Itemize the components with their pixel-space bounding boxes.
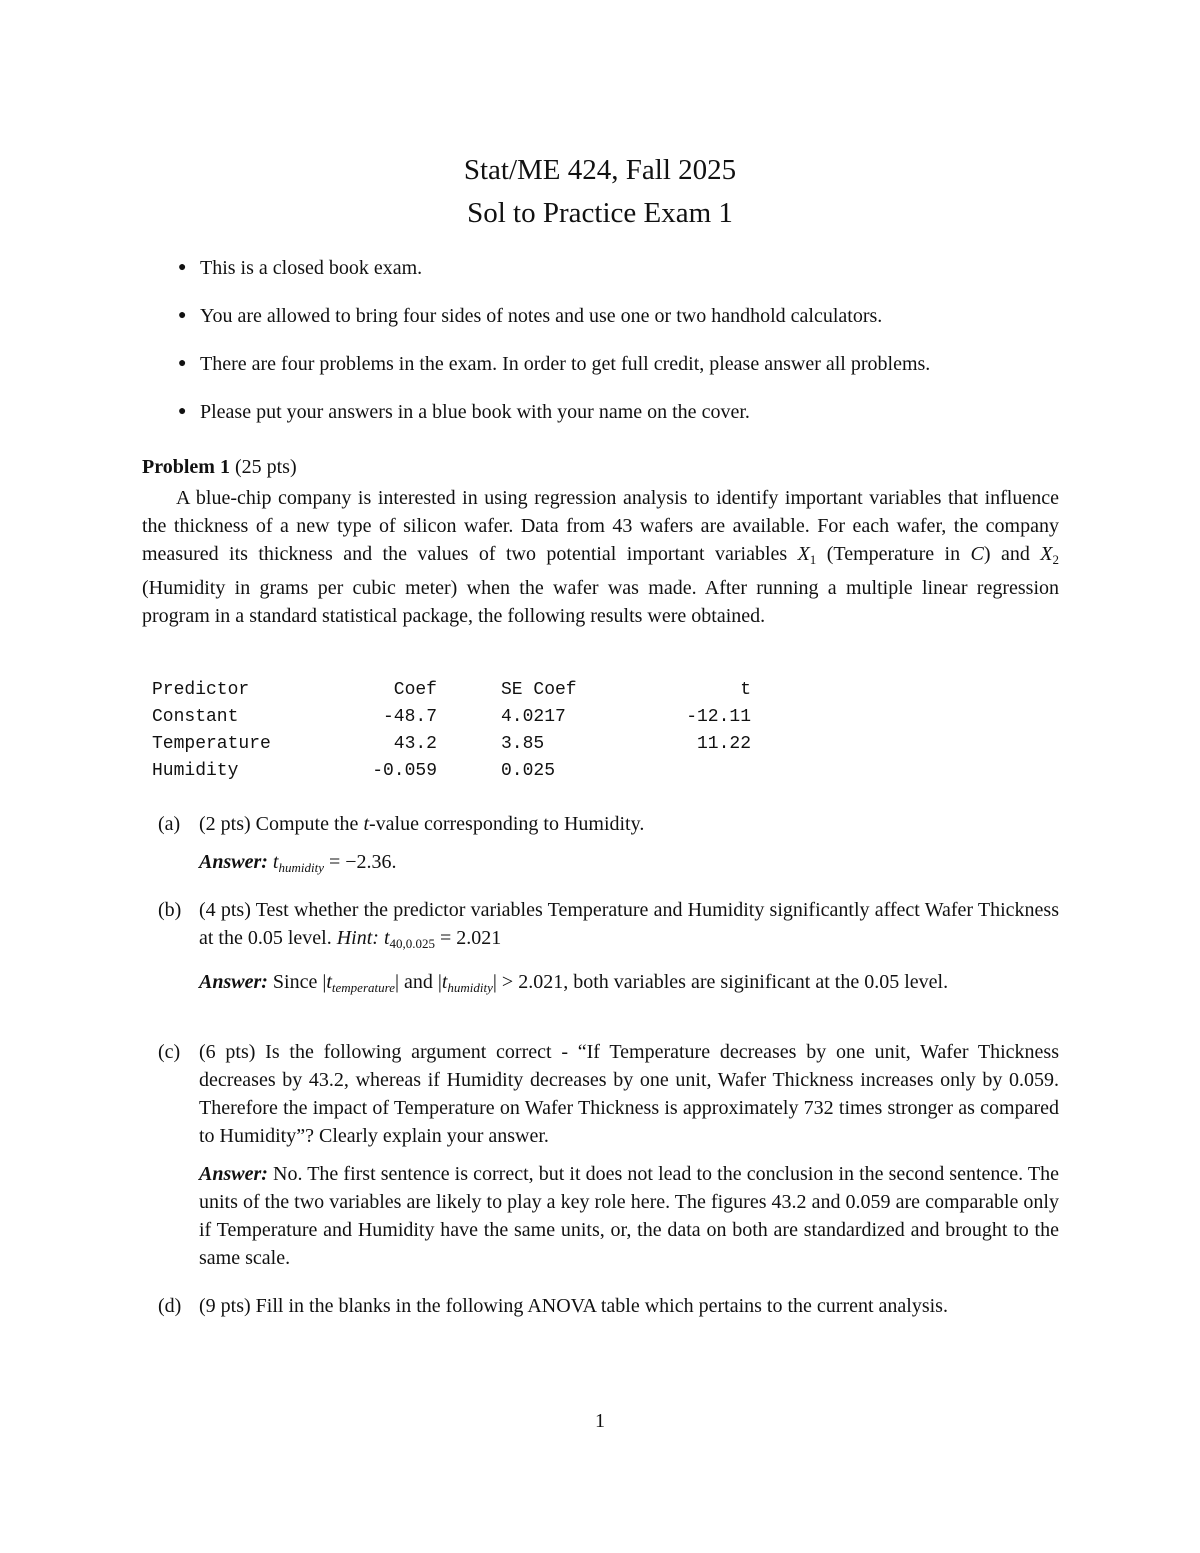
problem-points: (25 pts) [234, 456, 297, 478]
table-cell: 0.025 [501, 761, 556, 781]
table-cell: 3.85 [501, 734, 545, 754]
problem-heading [142, 456, 297, 479]
table-cell: Humidity [152, 761, 239, 781]
table-header: t [740, 680, 751, 700]
document-title: Sol to Practice Exam 1 [467, 197, 733, 229]
instructions-list [174, 256, 1074, 448]
table-header: SE Coef [501, 680, 577, 700]
table-cell: Temperature [152, 734, 271, 754]
table-cell: -0.059 [372, 761, 437, 781]
part-label: (a) [158, 813, 181, 835]
bullet-icon: ● [178, 356, 187, 371]
part-c [142, 1038, 1059, 1272]
bullet-icon: ● [178, 260, 187, 275]
regression-table [152, 677, 751, 785]
problem-label: Problem 1 [142, 456, 230, 478]
table-cell: 4.0217 [501, 707, 566, 727]
part-question: (2 pts) Compute the t-value corresponding to Humidity. [199, 813, 645, 835]
table-header: Predictor [152, 680, 250, 700]
table-header: Coef [393, 680, 437, 700]
part-b [142, 896, 1059, 1002]
table-cell: 43.2 [393, 734, 437, 754]
part-question: (4 pts) Test whether the predictor variables Temperature and Humidity significantly affect Wafer Thickness at the 0.05 level. Hint: $t_{40,0.025} = 2.021$ [199, 899, 1059, 951]
instruction-item: ● You are allowed to bring four sides of notes and use one or two handhold calculators. [178, 305, 883, 327]
table-cell [651, 758, 751, 785]
part-answer: Answer: $t_{humidity} = -2.36$. [199, 851, 397, 875]
table-cell: 11.22 [696, 734, 751, 754]
part-answer: Answer: No. The first sentence is correct, but it does not lead to the conclusion in the second sentence. The units of the two variables are likely to play a key role here. The figures 43.2 and 0.059 are comparable only if Temperature and Humidity have the same units, or, the data on both are standardized and brought to the same scale. [199, 1163, 1059, 1269]
table-header-row [152, 677, 751, 704]
problem-intro: A blue-chip company is interested in using regression analysis to identify important variables that influence the thickness of a new type of silicon wafer. Data from 43 wafers are available. For each wafer, the company measured its thickness and the values of two potential important variables $X_1$ (Temperature in C) and $X_2$ (Humidity in grams per cubic meter) when the wafer was made. After running a multiple linear regression program in a standard statistical package, the following results were obtained. [142, 487, 1059, 627]
table-row [152, 704, 751, 731]
table-cell: Constant [152, 707, 239, 727]
table-cell: -12.11 [686, 707, 751, 727]
instruction-item: ● This is a closed book exam. [178, 257, 423, 279]
part-label: (b) [158, 899, 182, 921]
table-row [152, 731, 751, 758]
part-question: (9 pts) Fill in the blanks in the following ANOVA table which pertains to the current analysis. [199, 1295, 948, 1317]
bullet-icon: ● [178, 308, 187, 323]
part-question: (6 pts) Is the following argument correct - “If Temperature decreases by one unit, Wafer Thickness decreases by 43.2, whereas if Humidity decreases by one unit, Wafer Thickness increases only by 0.059. Therefore the impact of Temperature on Wafer Thickness is approximately 732 times stronger as compared to Humidity”? Clearly explain your answer. [199, 1041, 1059, 1147]
part-a [142, 810, 1059, 882]
part-label: (d) [158, 1295, 182, 1317]
part-answer: Answer: Since $|t_{temperature}|$ and $|t_{humidity}| > 2.021$, both variables are siginificant at the 0.05 level. [199, 971, 949, 995]
instruction-item: ● There are four problems in the exam. In order to get full credit, please answer all problems. [178, 353, 931, 375]
table-row [152, 758, 751, 785]
page-number: 1 [595, 1410, 605, 1432]
bullet-icon: ● [178, 404, 187, 419]
course-title: Stat/ME 424, Fall 2025 [463, 154, 737, 186]
table-cell: -48.7 [382, 707, 437, 727]
instruction-item: ● Please put your answers in a blue book with your name on the cover. [178, 401, 750, 423]
part-d [142, 1292, 1059, 1320]
part-label: (c) [158, 1041, 181, 1063]
